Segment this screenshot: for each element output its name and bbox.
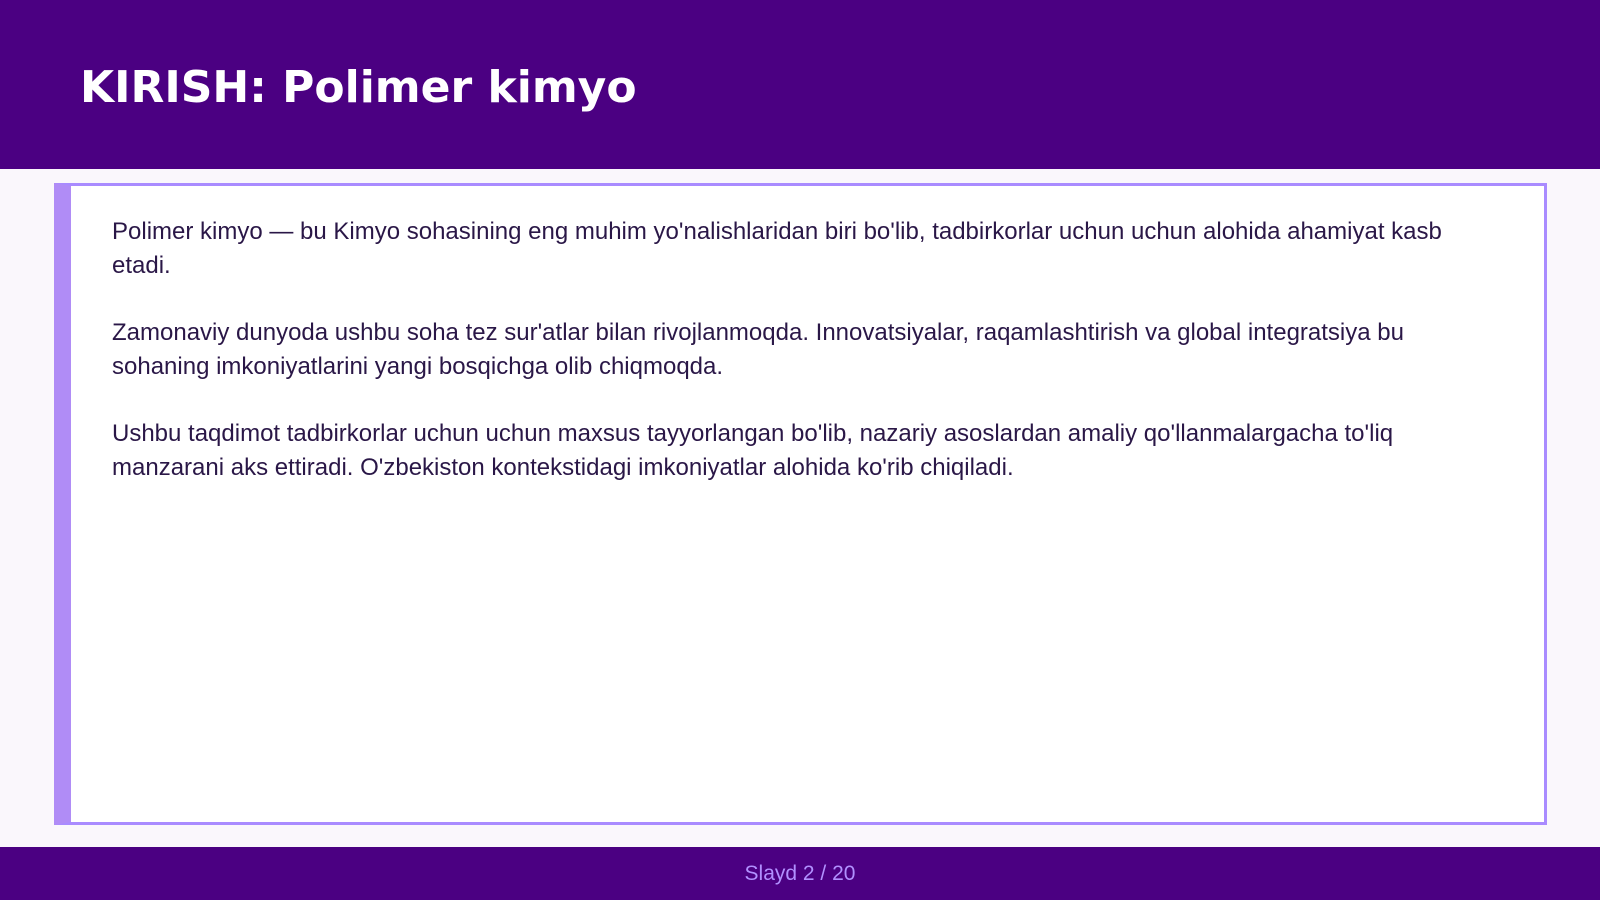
slide-number: Slayd 2 / 20 xyxy=(744,862,856,885)
content-body xyxy=(112,215,1502,518)
slide-header xyxy=(0,0,1600,169)
slide-title: KIRISH: Polimer kimyo xyxy=(80,62,637,113)
paragraph-intro: Polimer kimyo — bu Kimyo sohasining eng muhim yo'nalishlaridan biri bo'lib, tadbirkorlar uchun uchun alohida ahamiyat kasb etadi. xyxy=(112,218,1442,279)
slide-footer xyxy=(0,847,1600,900)
paragraph-modern-world: Zamonaviy dunyoda ushbu soha tez sur'atlar bilan rivojlanmoqda. Innovatsiyalar, raqamlashtirish va global integratsiya bu sohaning imkoniyatlarini yangi bosqichga olib chiqmoqda. xyxy=(112,319,1404,380)
content-card xyxy=(54,183,1547,825)
paragraph-presentation-purpose: Ushbu taqdimot tadbirkorlar uchun uchun maxsus tayyorlangan bo'lib, nazariy asoslardan amaliy qo'llanmalargacha to'liq manzarani aks ettiradi. O'zbekiston kontekstidagi imkoniyatlar alohida ko'rib chiqiladi. xyxy=(112,420,1394,481)
